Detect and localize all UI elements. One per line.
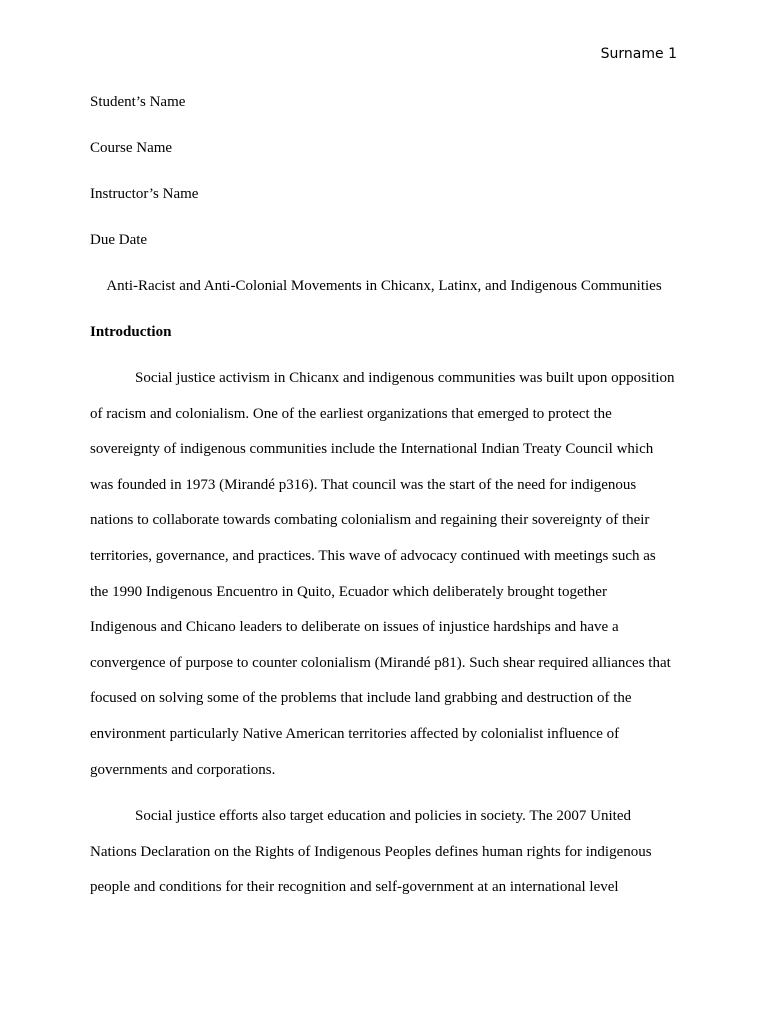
paragraph-line: Social justice activism in Chicanx and indigenous communities was built upon opposition — [135, 370, 675, 386]
page-header-surname: Surname 1 — [600, 46, 677, 62]
paragraph-line: nations to collaborate towards combating colonialism and regaining their sovereignty of their — [90, 512, 650, 529]
paragraph-line: people and conditions for their recognition and self-government at an international level — [90, 879, 619, 896]
paragraph-line: convergence of purpose to counter colonialism (Mirandé p81). Such shear required alliances that — [90, 654, 671, 671]
paragraph-line: of racism and colonialism. One of the earliest organizations that emerged to protect the — [90, 405, 612, 422]
due-date: Due Date — [90, 232, 148, 248]
paragraph-line: the 1990 Indigenous Encuentro in Quito, Ecuador which deliberately brought together — [90, 583, 607, 600]
paragraph-line: focused on solving some of the problems that include land grabbing and destruction of the — [90, 690, 632, 707]
instructor-name: Instructor’s Name — [90, 186, 199, 202]
paragraph-line: environment particularly Native American territories affected by colonialist influence of — [90, 725, 620, 742]
paragraph-line: was founded in 1973 (Mirandé p316). That council was the start of the need for indigenous — [90, 476, 637, 493]
paragraph-line: Nations Declaration on the Rights of Indigenous Peoples defines human rights for indigenous — [90, 843, 652, 860]
paragraph-line: sovereignty of indigenous communities include the International Indian Treaty Council which — [90, 441, 654, 458]
paragraph-line: Indigenous and Chicano leaders to deliberate on issues of injustice hardships and have a — [90, 619, 619, 636]
section-heading-introduction: Introduction — [90, 324, 172, 340]
paragraph-line: governments and corporations. — [90, 761, 276, 778]
student-name: Student’s Name — [90, 94, 186, 110]
paragraph-line: territories, governance, and practices. This wave of advocacy continued with meetings such as — [90, 547, 656, 564]
paragraph-2 — [90, 799, 690, 906]
paragraph-line: Social justice efforts also target education and policies in society. The 2007 United — [135, 808, 631, 824]
document-title: Anti-Racist and Anti-Colonial Movements in Chicanx, Latinx, and Indigenous Communities — [106, 278, 662, 294]
paragraph-1 — [90, 361, 690, 788]
course-name: Course Name — [90, 140, 173, 156]
